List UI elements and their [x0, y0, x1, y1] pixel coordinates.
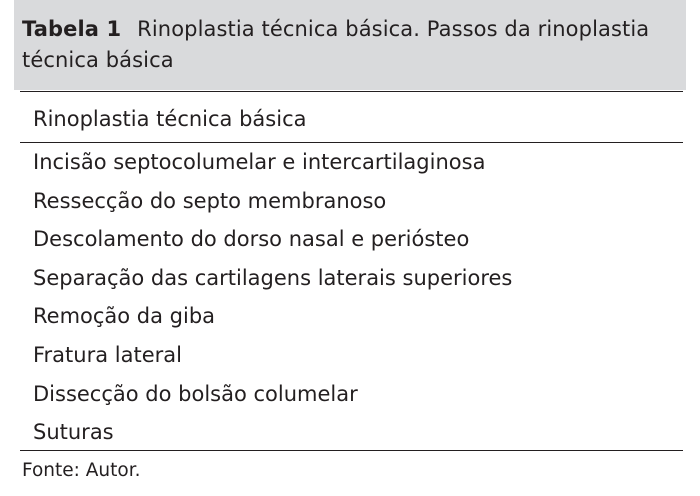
- header-rule: [20, 142, 683, 143]
- table-row: Fratura lateral: [33, 342, 182, 367]
- table-label: Tabela 1: [22, 17, 122, 41]
- table-row: Suturas: [33, 420, 114, 445]
- table-source: Fonte: Autor.: [22, 460, 141, 481]
- table-row: Descolamento do dorso nasal e periósteo: [33, 227, 470, 252]
- table-column-header: Rinoplastia técnica básica: [33, 107, 307, 131]
- table-body: [33, 147, 512, 456]
- bottom-rule: [20, 450, 683, 451]
- top-rule: [20, 91, 683, 92]
- table-row: Separação das cartilagens laterais superiores: [33, 265, 513, 290]
- table-caption: [22, 14, 682, 76]
- table-row: Remoção da giba: [33, 304, 216, 329]
- table-caption-text: Rinoplastia técnica básica. Passos da rinoplastia técnica básica: [22, 17, 650, 72]
- table-row: Dissecção do bolsão columelar: [33, 381, 358, 406]
- table-row: Incisão septocolumelar e intercartilaginosa: [33, 150, 486, 174]
- table-row: Ressecção do septo membranoso: [33, 188, 387, 213]
